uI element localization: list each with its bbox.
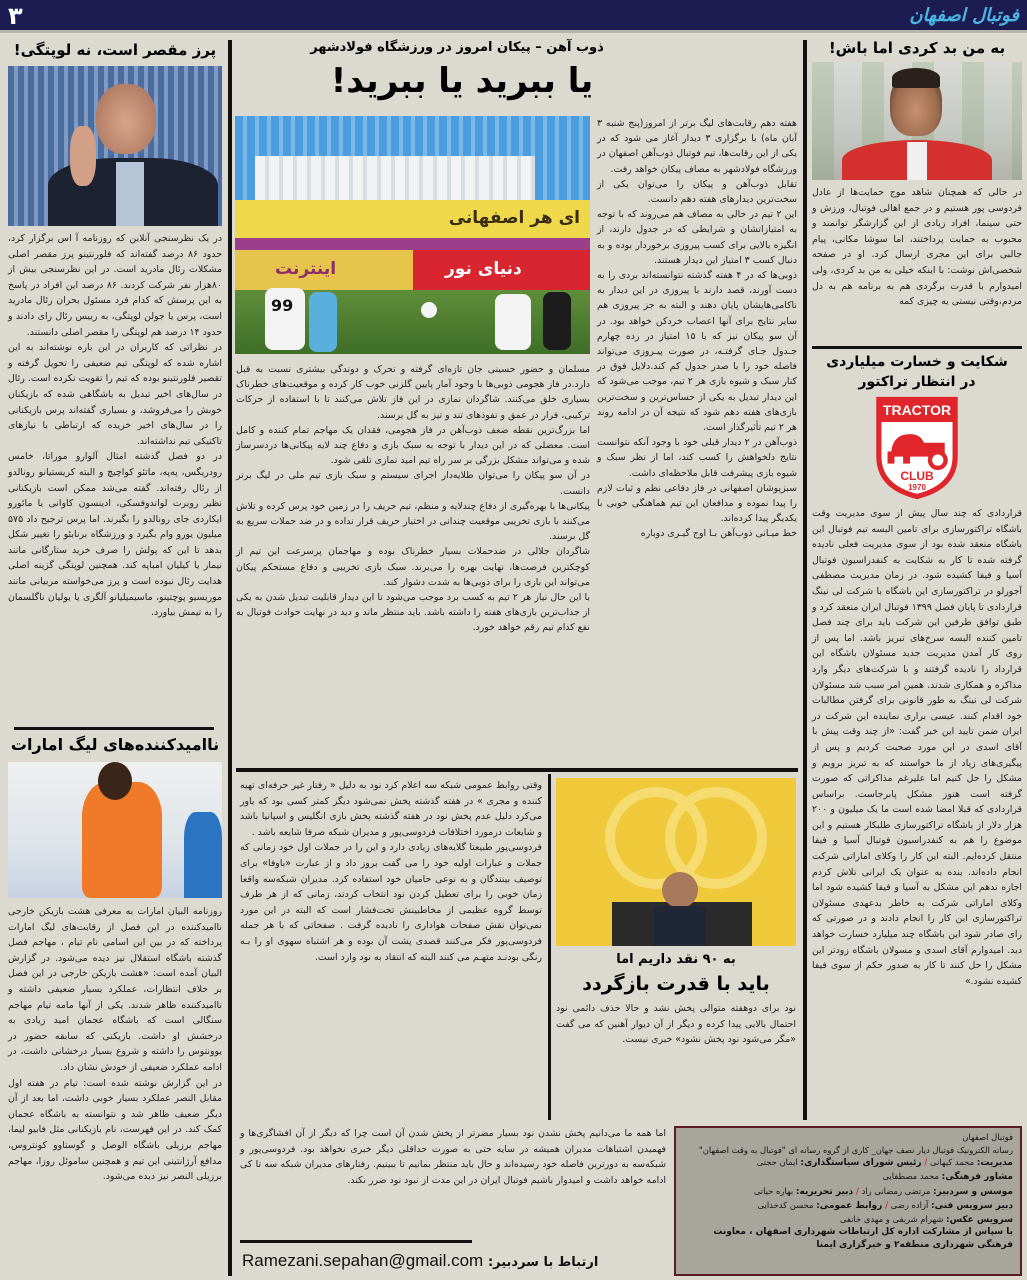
purple-strip — [235, 238, 590, 250]
column-divider — [228, 40, 232, 1276]
main-story-heading — [236, 38, 798, 104]
host-photo — [556, 778, 796, 946]
story-body — [8, 904, 222, 1185]
paragraph: مسلمان و حضور حسینی جان تازه‌ای گرفته و تحرک و دوندگی بیشتری نسبت به قبل دارد.در فاز هجومی ذوبی‌ها با وجود آمار پایین گلزنی خوب کار کرده و موقعیت‌های خطرناک بسیاری خلق می‌کنند. شاگردان نمازی در این فاز تلاش می‌کنند تا با استفاده از حرکات ترکیبی، فرار در عمق و نفوذهای تند و تیز به گل برسند. — [236, 364, 590, 421]
story-kicker: ذوب آهن – پیکان امروز در ورزشگاه فولادشهر — [310, 40, 604, 55]
story-kicker: به ۹۰ نقد داریم اما — [616, 952, 736, 967]
credit-name: آزاده رضی — [890, 1199, 929, 1210]
paragraph: تقابل ذوب‌آهن و پیکان را می‌توان یکی از سخت‌ترین دیدارهای هفته دهم دانست. — [597, 178, 797, 206]
story-title — [812, 352, 1022, 392]
title-line: در انتظار تراکتور — [858, 374, 976, 390]
player-photo — [812, 62, 1022, 180]
paragraph: وقتی روابط عمومی شبکه سه اعلام کرد نود به دلیل « رفتار غیر حرفه‌ای تهیه کننده و مجری » در هفته گذشته پخش نمی‌شود دیگر کمتر کسی بود که باور می‌کرد دلیل عدم پخش نود در هفته گذشته پخش بازی انگلیس و اسپانیا باشد و شایعات درمورد اختلافات فردوسی‌پور و مدیران شبکه صرفا شایعه باشد . — [240, 780, 542, 838]
shirt — [116, 162, 144, 226]
credit-label: مشاور فرهنگی: — [941, 1171, 1013, 1182]
match-photo — [235, 116, 590, 354]
logo-top-text: TRACTOR — [882, 402, 952, 418]
title-line: شکایت و خسارت میلیاردی — [826, 354, 1008, 370]
credit-label: رئیس شورای سیاستگذاری: — [800, 1158, 922, 1169]
paragraph: فردوسی‌پور طبیعتا گلایه‌های زیادی دارد و این را در جملات اول خود زمانی که جملات و عبارات اولیه خود را می گفت بروز داد و از عبارت «باوفا» برای توصیف بینندگان و به نوعی حامیان خود استفاده کرد. مدیران شبکه‌سه واقعا زمان خوبی را برای تعطیل کردن نود انتخاب کردند، زمانی که از هر طرف توسط گروه عظیمی از مخاطبینش تحت‌فشار است که البته در این مورد نمی‌توان نقش صفحات هواداری را نادیده گرفت . صفحاتی که با هر جمله فردوسی‌پور فکر می‌کنند قصدی پشت آن بوده و هر اشتباه سهوی او را بـه رنگی بودنـد متهـم می کنند البته که انتقاد به نود وارد است. — [240, 842, 542, 963]
credits-box — [674, 1126, 1022, 1276]
credits-publication: فوتبال اصفهان — [962, 1132, 1013, 1142]
story-body: قراردادی که چند سال پیش از سوی مدیریت وقت باشگاه تراکتورسازی برای تامین البسه تیم فوتبال این باشگاه منعقد شده بود از سوی مدیریت فعلی نادیده گرفته شده تا کار به شکایت به کنفدراسیون فوتبال آسیا و فیفا کشیده شود. در زمان مدیریت مصطفی آجورلو در تراکتورسازی این باشگاه با شرکت لی نینگ قراردادی تا پایان فصل ۱۳۹۹ فوتبال ایران منعقد کرد و طبق توافق طرفین این شرکت باید برای چند فصل تامین کننده البسه سرخ‌های تبریز باشد. اما پس از روی کار آمدن مدیریت جدید مسئولان باشگاه این قرارداد را نادیده گرفتند و با شرکت‌های دیگر وارد مذاکره و همکاری شدند. همین امر سبب شد مسئولان شرکت لی نینگ به طور قانونی برای گرفتن مطالبات خود اقدام کنند. عیسی براری نماینده این شرکت در ایران ضمن تایید این خبر گفت: «از چند وقت پیش با آقای اسدی در این مورد صحبت کردیم و پس از پیگیری‌های زیاد از ما خواستند که به تبریز برویم و مشکل را حل کنیم اما علیرغم مذاکراتی که صورت گرفته است هنوز مشکل پابرجاست. براساس قراردادی که قبلا امضا شده است ما یک میلیون و ۲۰۰ هزار دلار از باشگاه تراکتورسازی طلبکار هستیم و این موضوع را هم به کنفدراسیون فوتبال آسیا و فیفا منتقل کرده‌ایم. البته این کار را وکلای اماراتی شرکت انجام داده‌اند. بنده به عنوان یک ایرانی تلاش کردم اجازه ندهم این مشکل به آسیا و فیفا کشیده شود اما وکلای اماراتی شرکت به خاطر بدعهدی مسئولان تراکتورسازی این کار را انجام دادند و در صورتی که رای صادر شود این باشگاه چند میلیارد خسارت خواهد دید. امیدوارم آقای اسدی و مسولان باشگاه زودتر این مشکل را حل کنند تا کار به صدور حکم از سوی فیفا کشیده نشود.» — [812, 508, 1022, 987]
paragraph: اما بزرگ‌ترین نقطه ضعف ذوب‌آهن در فاز هجومی، فقدان یک مهاجم تمام کننده و کامل است. معضلی که در این دیدار با توجه به سبک بازی و دفاع چند لایه پیکانی‌ها دردسرساز شده و می‌تواند مشکل بزرگی بر سر راه تیم امید نمازی تلقی شود. — [236, 424, 590, 467]
main-story-column-1 — [597, 116, 797, 542]
logo-bottom-text: CLUB — [900, 469, 934, 483]
page-header — [0, 0, 1027, 33]
credit-label: مدیریت: — [976, 1158, 1013, 1169]
banner-text: ای هر اصفهانی — [448, 208, 580, 228]
uae-story — [8, 732, 222, 1185]
paragraph: هفته دهم رقابت‌های لیگ برتر از امروز(پنج شنبه ۳ آبان ماه) با برگزاری ۳ دیدار آغاز می شود که در یکی از این رقابت‌ها، تیم فوتبال ذوب‌آهن اصفهان در ورزشگاه فولادشهر به مصاف پیکان خواهد رفت. — [597, 118, 797, 175]
player-orange — [82, 782, 162, 898]
uae-match-photo — [8, 762, 222, 898]
paragraph: روزنامه البیان امارات به معرفی هشت بازیکن خارجی ناامیدکننده در این فصل از رقابت‌های لیگ امارات پرداخته که در بین این اسامی نام تیام ، مهاجم فصل گذشته باشگاه استقلال نیز دیده می‌شود. در گزارش البیان آمده است: «هشت بازیکن خارجی در این فصل بر خلاف انتظارات، عملکرد بسیار ضعیفی داشته و ناامیدکننده ظاهر شدند. یکی از آنها مامه تیام مهاجم سنگالی است که باشگاه عجمان امید زیادی به درخشش او داشت. بازیکنی که سابقه حضور در یوونتوس را داشته و شروع بسیار درخشانی داشت، در ادامه عملکرد ضعیفی از خودش نشان داد. — [8, 906, 222, 1073]
editor-contact — [242, 1248, 662, 1274]
paragraph: در آن سو پیکان را می‌توان طلایه‌دار اجرای سیستم و سبک بازی تیم ملی در لیگ برتر دانست. — [236, 470, 590, 497]
paragraph: در یک نظرسنجی آنلاین که روزنامه آ اس برگزار کرد، حدود ۸۶ درصد گفته‌اند که فلورنتینو پرز مقصر اصلی مشکلات رئال مادرید است. در این نظرسنجی بیش از ۸۰هزار نفر شرکت کردند. ۸۶ درصد این افراد در پاسخ به این پرسش که کدام فرد مسئول بحران رئال مادرید است، پرس یا جولن لوپتگی، به رییس رئال رای دادند و حدود ۱۴ درصد هم لوپتگی را مقصر اصلی دانستند. — [8, 233, 222, 338]
credit-name: ایمان حجتی — [756, 1157, 798, 1168]
navad-body — [240, 778, 542, 965]
ball — [421, 302, 437, 318]
logo-year-text: 1970 — [908, 483, 926, 492]
page-number: ۳ — [8, 2, 23, 30]
credit-name: شهرام شریفی و مهدی خانفی — [839, 1213, 944, 1224]
jacket-collar — [907, 142, 927, 180]
perez-photo — [8, 66, 222, 226]
credits-tech — [683, 1199, 1013, 1213]
paragraph: ذوبی‌ها که در ۴ هفته گذشته نتوانسته‌اند بردی را به دست آورند، قصد دارند با پیروزی در این دیدار به ناکامی‌هایشان پایان دهند و البته به جز پیروزی هم سایر نتایج برای آنها اعصاب خردکن خواهد بود. در آن سو پیکان نیز که با ۱۵ امتیاز در رده چهارم جـدول جـای گرفتـه، در صورت پیـروزی می‌تواند فاصله خود را با صدر جدول کم کند.دلایل فوق در کنار سبک و شیوه بازی هر ۲ تیم، موجب می‌شود که این دیدار تبدیل به یکی از حساس‌ترین و سخت‌ترین بازی‌های هفته دهم شود که نتیجه آن در ادامه روند هر ۲ تیم تأثیرگذار است. — [597, 270, 797, 434]
paragraph: در دو فصل گذشته امثال آلوارو موراتا، خامس رودریگس، په‌په، ماتئو کواچیچ و البته کریستیانو رونالدو از رئال رفته‌اند. گفته می‌شد ممکن است بازیکنانی نظیر روبرت لواندوفسکی، ادینسون کاوانی یا مائورو ایکاردی جای رونالدو را بگیرند. اما پرس ترجیح داد ۵۷۵ میلیون یورو وام بگیرد و ورزشگاه برنابئو را تغییر شکل بدهد تا این که پولش را صرف خرید ستارگانی مانند نیمار یا کیلیان امباپه کند. همچنین لوپتگی گزینه اصلی هدایت رئال نبوده است و پرز می‌خواسته مربیانی مانند موریسیو پوچتینو، ماسیمیلیانو آلگری یا یولیان ناگلسمان را به تیمش بیاورد. — [8, 451, 222, 619]
seat-rows-white — [255, 156, 535, 200]
banner-text: دنیای نور — [445, 259, 522, 279]
credit-name: بهاره حیاتی — [753, 1186, 794, 1197]
credit-label: سرویس عکس: — [946, 1214, 1013, 1225]
story-title: ناامیدکننده‌های لیگ امارات — [10, 735, 220, 754]
credit-label: دبیر تحریریه: — [795, 1187, 854, 1198]
main-story-column-2 — [236, 362, 590, 636]
jersey-number: 99 — [271, 296, 294, 315]
paragraph: پیکانی‌ها با بهره‌گیری از دفاع چندلایه و منظم، تیم حریف را در زمین خود پرس کرده و تلاش می‌کنند با بازی تخریبی موقعیت چندانی در اختیار حریف قرار نداده و در ضد حملات سریع به گل برسند. — [236, 500, 590, 543]
credits-management — [683, 1156, 1013, 1170]
credit-label: دبیر سرویس فنی: — [931, 1200, 1013, 1211]
story-body — [8, 231, 222, 621]
referee — [543, 292, 571, 350]
contact-email[interactable]: Ramezani.sepahan@gmail.com — [242, 1251, 484, 1270]
player-head — [98, 762, 132, 800]
credits-advisor — [683, 1170, 1013, 1184]
tractor-club-logo — [875, 396, 959, 500]
separator: / — [855, 1186, 859, 1197]
paragraph: در این گزارش نوشته شده است: تیام در هفته اول مقابل النصر عملکرد بسیار خوبی داشت، اما بعد از آن دیگر ضعیف ظاهر شد و نتوانسته به باشگاه عجمان کمک کند. در این فهرست، نام بازیکنانی مثل فابیو لیما، مهاجم برزیلی باشگاه الوصل و گوستاوو کونتروس، مدافع آرژانتینی این تیم و همچنین ساموئل روزا، مهاجم برزیلی النصر نیز دیده می‌شود. — [8, 1077, 222, 1183]
masthead-logo: فوتبال اصفهان — [909, 5, 1019, 26]
section-divider — [812, 346, 1022, 349]
paragraph: سبزپوشان اصفهانی در فاز دفاعی نظم و ثبات لازم را پیدا نموده و مدافعان این تیم هماهنگی خوبی با یکدیگر پیدا کرده‌اند. — [597, 482, 797, 525]
player-blue — [309, 292, 337, 352]
player-white-99 — [265, 288, 305, 350]
contact-label: ارتباط با سردبیر: — [487, 1255, 599, 1270]
credit-name: محسن کدخدایی — [757, 1199, 814, 1210]
paragraph: اما همه ما می‌دانیم پخش نشدن نود بسیار مضرتر از پخش شدن آن است چرا که دیگر از آن افشاگری‌ها و فهمیدن اشتباهات مدیران همیشه در سایه حتی به صورت حداقلی دیگر خبری نخواهد بود. فردوسی‌پور و شبکه‌سه به دورترین فاصله خود رسیده‌اند و حال باید منتظر بمانیم تا ببینیم. رفتارهای مدیران شبکه سه تا کی ادامه خواهد داشت و امیدوار باشیم فوتبال ایران در این مدت از نبود نود ضرر نکند. — [240, 1128, 666, 1186]
credits-thanks: با سپاس از مشارکت اداره کل ارتباطات شهرداری اصفهان ، معاونت فرهنگی شهرداری منطقه۲ و خبرگزاری ایمنا — [713, 1227, 1013, 1250]
column-divider — [548, 774, 551, 1120]
navad-closing — [240, 1126, 666, 1188]
person-head — [96, 84, 156, 154]
section-divider — [236, 768, 798, 772]
left-column — [8, 38, 222, 621]
player-hair — [892, 68, 940, 88]
credit-name: مرتضی رمضانی راد — [861, 1186, 931, 1197]
story-headline: باید با قدرت بازگردد — [582, 973, 770, 995]
paragraph: ذوب‌آهن در ۲ دیدار قبلی خود با وجود آنکه نتوانست نتایج دلخواهش را کسب کند، اما از نظر سبک و شیوه بازی پیشرفت قابل ملاحظه‌ای داشت. — [597, 437, 798, 479]
navad-heading — [556, 950, 796, 1048]
section-divider — [240, 1240, 472, 1243]
player-blue — [184, 812, 222, 898]
story-headline: یا ببرید یا ببرید! — [330, 61, 594, 101]
banner-text: اینترنت — [275, 259, 337, 279]
credit-label: موسس و سردبیر: — [933, 1187, 1013, 1198]
paragraph: این ۲ تیم در حالی به مصاف هم می‌روند که با توجه به امتیازاتشان و شرایطی که در جدول دارند، از انگیزه بالایی برای کسب پیروزی برخوردار بوده و به دنبال کسب ۳ امتیاز این دیدار هستند. — [597, 209, 797, 266]
credits-founder — [683, 1185, 1013, 1199]
raised-hand — [70, 126, 96, 186]
studio-logo-rings — [556, 778, 796, 946]
player-white-right — [495, 294, 531, 350]
credit-name: محمد مصطفایی — [882, 1170, 939, 1181]
story-body: در حالی که همچنان شاهد موج حمایت‌ها از عادل فردوسی پور هستیم و در جمع اهالی فوتبال، ورزش و حتی سینما، افراد زیادی از این گزارشگر توانمند و محبوب به حمایت پرداختند، اما سوشا مکانی، پیام جالبی برای این مجری ارسال کرد. او در صفحه شخصی‌اش نوشت: با اینکه خیلی به من بد کردی، ولی امیدوارم با قدرت برگردی هم به برنامه هم به دل مردم،وقتی نیستی یه چیزی کمه — [812, 187, 1022, 308]
separator: / — [924, 1157, 928, 1168]
paragraph: با این حال نیاز هر ۲ تیم به کسب برد موجب می‌شود تا این دیدار قابلیت تبدیل شدن به یکی از جذاب‌ترین بازی‌های هفته را داشته باشد. باید منتظر ماند و دید در نهایت حوادث فوتبال به نفع کدام تیم رقم خواهد خورد. — [236, 592, 590, 634]
section-divider — [14, 727, 214, 730]
paragraph: در نظراتی که کاربران در این باره نوشته‌اند به این اشاره شده که لوپتگی تیم ضعیفی را تحویل گرفته و تقصیر فلورنتینو بوده که تیم را تقویت نکرده است. رئال در سال‌های اخیر تبدیل به باشگاهی شده که بازیکنان خوبش را می‌فروشد، و بسیاری گفته‌اند پرس بازیکنانی را در سال‌های اخیر خریده که ارتباطی با نیازهای تاکتیکی تیم نداشته‌اند. — [8, 342, 222, 447]
right-column — [812, 36, 1022, 310]
separator: / — [885, 1199, 889, 1210]
credit-label: روابط عمومی: — [816, 1200, 883, 1211]
credits-photo — [683, 1213, 1013, 1227]
tractor-story — [812, 352, 1022, 989]
credits-tagline: رسانه الکترونیک فوتبال دیار نصف جهان_ کاری از گروه رسانه ای "فوتبال به وقت اصفهان" — [698, 1144, 1013, 1155]
column-divider — [803, 40, 807, 1120]
paragraph: خط میـانی ذوب‌آهن بـا اوج گیـری دوباره — [640, 528, 797, 540]
story-lead: نود برای دوهفته متوالی پخش نشد و حالا حذف دائمی نود احتمال بالایی پیدا کرده و دیگر از آن دیوار آهنین که می گفت «مگر می‌شود نود پخش نشود» خبری نیست. — [556, 1003, 796, 1046]
story-title: به من بد کردی اما باش! — [828, 39, 1006, 57]
credit-name: محمد کیهانی — [930, 1157, 975, 1168]
paragraph: شاگردان جلالی در ضدحملات بسیار خطرناک بوده و مهاجمان پرسرعت این تیم از کوچکترین فرصت‌ها، نهایت بهره را می‌برند. سبک بازی تخریبی و دفاع مستحکم پیکان می‌تواند این بازی را برای ذوبی‌ها به شدت دشوار کند. — [236, 546, 590, 588]
story-title: پرز مقصر است، نه لوپتگی! — [13, 41, 217, 59]
